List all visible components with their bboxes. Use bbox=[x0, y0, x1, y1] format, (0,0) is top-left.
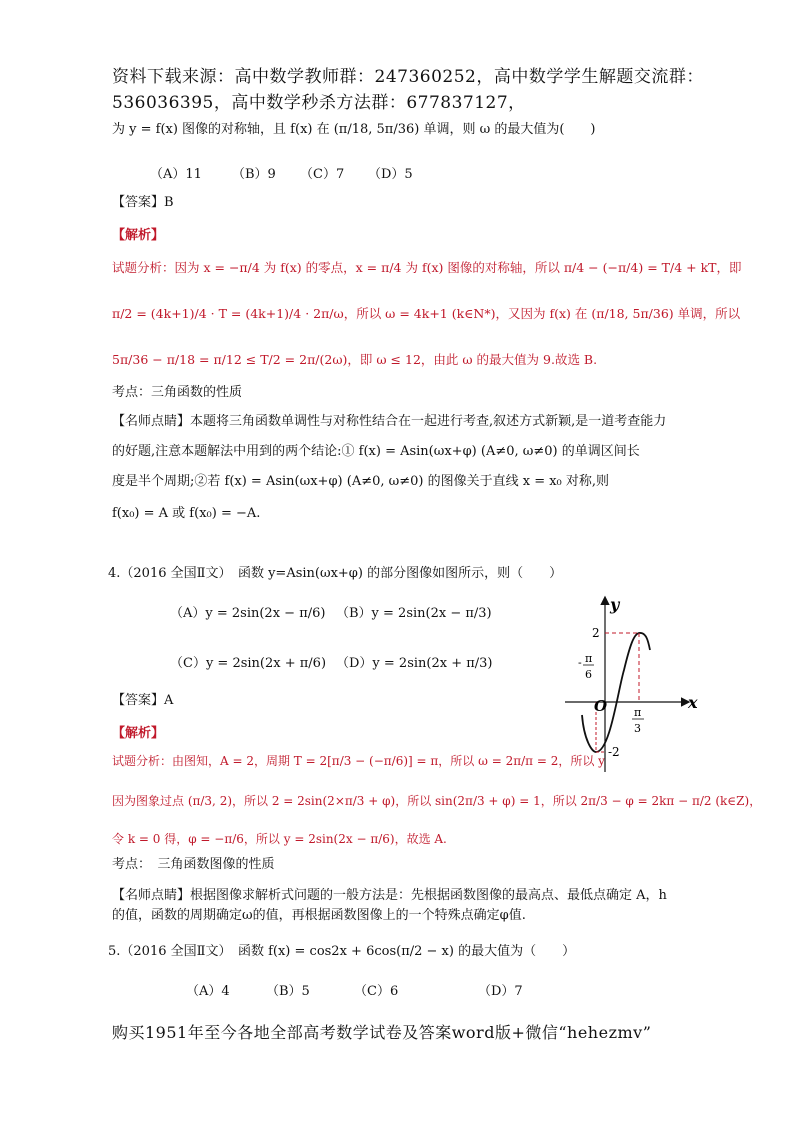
origin-label: O bbox=[594, 697, 608, 715]
q4-analysis-line-1: 试题分析：由图知，A = 2，周期 T = 2[π/3 − (−π/6)] = π，所以 ω = 2π/π = 2，所以 y bbox=[112, 754, 605, 768]
q3-option-c: （C）7 bbox=[300, 167, 345, 182]
x-right-denominator: 3 bbox=[634, 722, 641, 735]
x-left-sign: - bbox=[578, 656, 582, 669]
q4-option-b: （B）y = 2sin(2x − π/3) bbox=[336, 606, 492, 621]
q3-note-line-4: f(x₀) = A 或 f(x₀) = −A. bbox=[112, 506, 261, 521]
q4-option-c: （C）y = 2sin(2x + π/6) bbox=[170, 656, 327, 671]
q4-analysis-line-3: 令 k = 0 得，φ = −π/6，所以 y = 2sin(2x − π/6)，故选 A. bbox=[112, 832, 447, 846]
q4-option-a: （A）y = 2sin(2x − π/6) bbox=[170, 606, 326, 621]
q3-analysis-title: 【解析】 bbox=[112, 228, 165, 243]
x-left-numerator: π bbox=[585, 652, 593, 665]
q3-answer: 【答案】B bbox=[112, 195, 174, 210]
q3-option-b: （B）9 bbox=[232, 167, 276, 182]
q3-analysis-line-2: π/2 = (4k+1)/4 · T = (4k+1)/4 · 2π/ω，所以 ω = 4k+1 (k∈N*)，又因为 f(x) 在 (π/18, 5π/36) 单调，所以 bbox=[112, 306, 741, 321]
q3-note-line-2: 的好题,注意本题解法中用到的两个结论:① f(x) = Asin(ωx+φ) (A≠0, ω≠0) 的单调区间长 bbox=[112, 444, 640, 459]
q4-stem: 4.（2016 全国Ⅱ文） 函数 y=Asin(ωx+φ) 的部分图像如图所示，则（ ） bbox=[108, 566, 563, 581]
q4-answer: 【答案】A bbox=[112, 693, 174, 708]
q4-kaodian: 考点： 三角函数图像的性质 bbox=[112, 857, 275, 872]
q4-note-line-1: 【名师点睛】根据图像求解析式问题的一般方法是：先根据函数图像的最高点、最低点确定 A，h bbox=[112, 888, 667, 903]
x-axis-label: x bbox=[688, 693, 698, 712]
header-line-2: 536036395，高中数学秒杀方法群：677837127， bbox=[112, 93, 526, 113]
q3-kaodian: 考点：三角函数的性质 bbox=[112, 385, 243, 400]
q4-note-line-2: 的值，函数的周期确定ω的值，再根据函数图像上的一个特殊点确定φ值. bbox=[112, 908, 526, 923]
y-min-label: -2 bbox=[608, 745, 620, 759]
footer-promo: 购买1951年至今各地全部高考数学试卷及答案word版+微信“hehezmv” bbox=[112, 1023, 652, 1042]
q3-analysis-line-1: 试题分析：因为 x = −π/4 为 f(x) 的零点，x = π/4 为 f(x) 图像的对称轴，所以 π/4 − (−π/4) = T/4 + kT，即 bbox=[112, 260, 742, 275]
header-line-1: 资料下载来源：高中数学教师群：247360252，高中数学学生解题交流群： bbox=[112, 67, 704, 87]
q5-option-c: （C）6 bbox=[354, 984, 399, 999]
q3-note-line-1: 【名师点睛】本题将三角函数单调性与对称性结合在一起进行考查,叙述方式新颖,是一道考查能力 bbox=[112, 414, 667, 429]
x-left-denominator: 6 bbox=[585, 668, 592, 681]
q5-option-b: （B）5 bbox=[266, 984, 310, 999]
q3-option-a: （A）11 bbox=[150, 167, 202, 182]
q3-analysis-line-3: 5π/36 − π/18 = π/12 ≤ T/2 = 2π/(2ω)，即 ω ≤ 12，由此 ω 的最大值为 9.故选 B. bbox=[112, 352, 598, 367]
sine-graph bbox=[560, 590, 710, 780]
q4-analysis-title: 【解析】 bbox=[112, 726, 165, 741]
q5-stem: 5.（2016 全国Ⅱ文） 函数 f(x) = cos2x + 6cos(π/2 − x) 的最大值为（ ） bbox=[108, 944, 576, 959]
q3-stem: 为 y = f(x) 图像的对称轴，且 f(x) 在 (π/18, 5π/36) 单调，则 ω 的最大值为( ) bbox=[112, 122, 596, 137]
q3-note-line-3: 度是半个周期;②若 f(x) = Asin(ωx+φ) (A≠0, ω≠0) 的图像关于直线 x = x₀ 对称,则 bbox=[112, 474, 610, 489]
q5-option-a: （A）4 bbox=[186, 984, 230, 999]
q3-option-d: （D）5 bbox=[368, 167, 413, 182]
y-max-label: 2 bbox=[592, 626, 600, 640]
y-axis-label: y bbox=[610, 595, 620, 614]
q5-option-d: （D）7 bbox=[478, 984, 523, 999]
q4-option-d: （D）y = 2sin(2x + π/3) bbox=[336, 656, 493, 671]
x-right-numerator: π bbox=[634, 706, 642, 719]
q4-analysis-line-2: 因为图象过点 (π/3, 2)，所以 2 = 2sin(2×π/3 + φ)，所以 sin(2π/3 + φ) = 1，所以 2π/3 − φ = 2kπ − π/2 (k∈Z)， bbox=[112, 794, 762, 808]
